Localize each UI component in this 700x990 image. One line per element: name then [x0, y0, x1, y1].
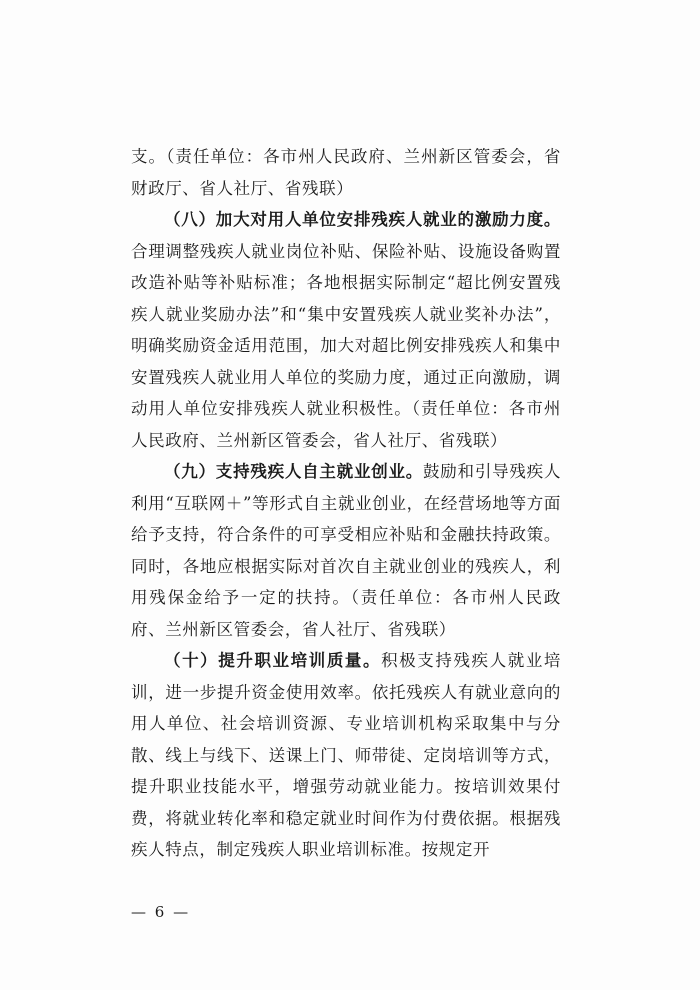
- paragraph-lead: （十）提升职业培训质量。: [164, 651, 382, 670]
- page-number-dash-left: —: [131, 903, 148, 921]
- paragraph-item-9: [131, 456, 561, 645]
- page-number: 6: [154, 903, 167, 921]
- page-number-footer: [131, 903, 190, 921]
- paragraph-item-10: [131, 645, 561, 866]
- paragraph-text: 支。（责任单位：各市州人民政府、兰州新区管委会，省财政厅、省人社厅、省残联）: [131, 147, 561, 198]
- paragraph-item-8: [131, 204, 561, 456]
- paragraph-continuation: [131, 141, 561, 204]
- paragraph-text: 积极支持残疾人就业培训，进一步提升资金使用效率。依托残疾人有就业意向的用人单位、社会培训资源、专业培训机构采取集中与分散、线上与线下、送课上门、师带徒、定岗培训等方式，提升职业技能水平，增强劳动就业能力。按培训效果付费，将就业转化率和稳定就业时间作为付费依据。根据残疾人特点，制定残疾人职业培训标准。按规定开: [131, 651, 562, 859]
- paragraph-text: 鼓励和引导残疾人利用“互联网＋”等形式自主就业创业，在经营场地等方面给予支持，符合条件的可享受相应补贴和金融扶持政策。同时，各地应根据实际对首次自主就业创业的残疾人，利用残保金给予一定的扶持。（责任单位：各市州人民政府、兰州新区管委会，省人社厅、省残联）: [131, 462, 561, 639]
- paragraph-lead: （九）支持残疾人自主就业创业。: [164, 462, 424, 481]
- paragraph-lead: （八）加大对用人单位安排残疾人就业的激励力度。: [164, 210, 561, 229]
- document-body: [131, 141, 561, 866]
- paragraph-text: 合理调整残疾人就业岗位补贴、保险补贴、设施设备购置改造补贴等补贴标准；各地根据实际制定“超比例安置残疾人就业奖励办法”和“集中安置残疾人就业奖补办法”，明确奖励资金适用范围，加大对超比例安排残疾人和集中安置残疾人就业用人单位的奖励力度，通过正向激励，调动用人单位安排残疾人就业积极性。（责任单位：各市州人民政府、兰州新区管委会，省人社厅、省残联）: [131, 241, 561, 450]
- page-number-dash-right: —: [173, 903, 191, 921]
